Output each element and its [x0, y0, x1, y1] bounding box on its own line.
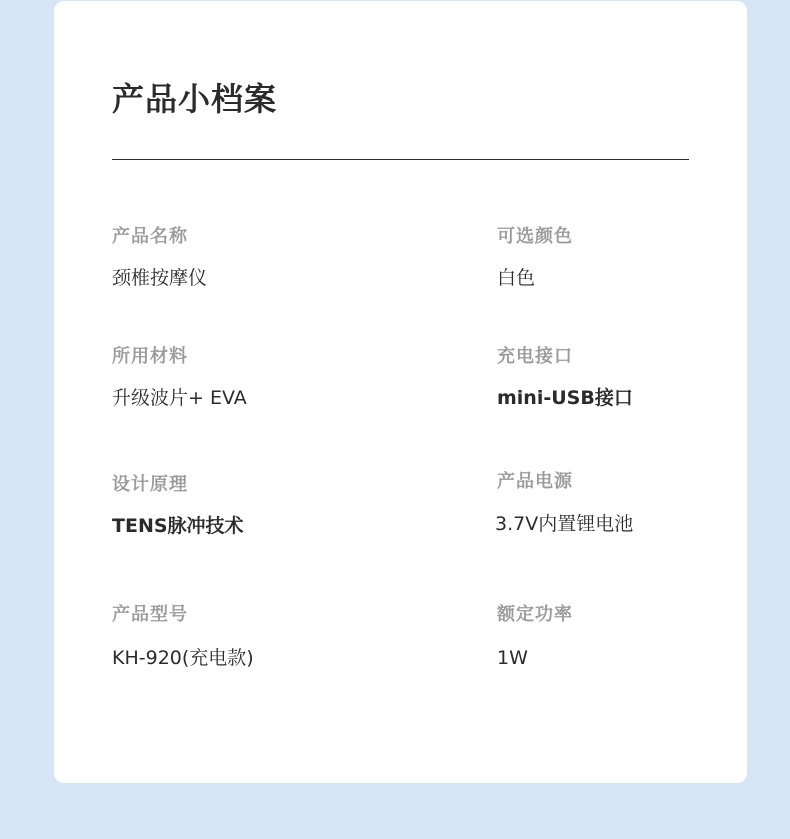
spec-value-material: 升级波片+ EVA [112, 387, 247, 409]
spec-label-design-principle: 设计原理 [112, 474, 188, 495]
spec-value-power-source: 3.7V内置锂电池 [495, 513, 634, 535]
spec-value-model: KH-920(充电款) [112, 647, 254, 669]
product-profile-card [54, 1, 747, 783]
spec-label-material: 所用材料 [112, 346, 188, 367]
spec-value-charging-port: mini-USB接口 [497, 387, 633, 409]
spec-value-rated-power: 1W [497, 647, 528, 669]
page-title: 产品小档案 [112, 80, 278, 118]
spec-value-color: 白色 [497, 267, 536, 289]
title-divider [112, 159, 689, 160]
spec-label-model: 产品型号 [112, 604, 188, 625]
spec-value-product-name: 颈椎按摩仪 [112, 267, 208, 289]
spec-label-rated-power: 额定功率 [497, 604, 573, 625]
spec-label-product-name: 产品名称 [112, 226, 188, 247]
spec-label-charging-port: 充电接口 [497, 346, 573, 367]
spec-value-design-principle: TENS脉冲技术 [112, 515, 244, 537]
spec-label-power-source: 产品电源 [497, 471, 573, 492]
spec-label-color: 可选颜色 [497, 226, 573, 247]
